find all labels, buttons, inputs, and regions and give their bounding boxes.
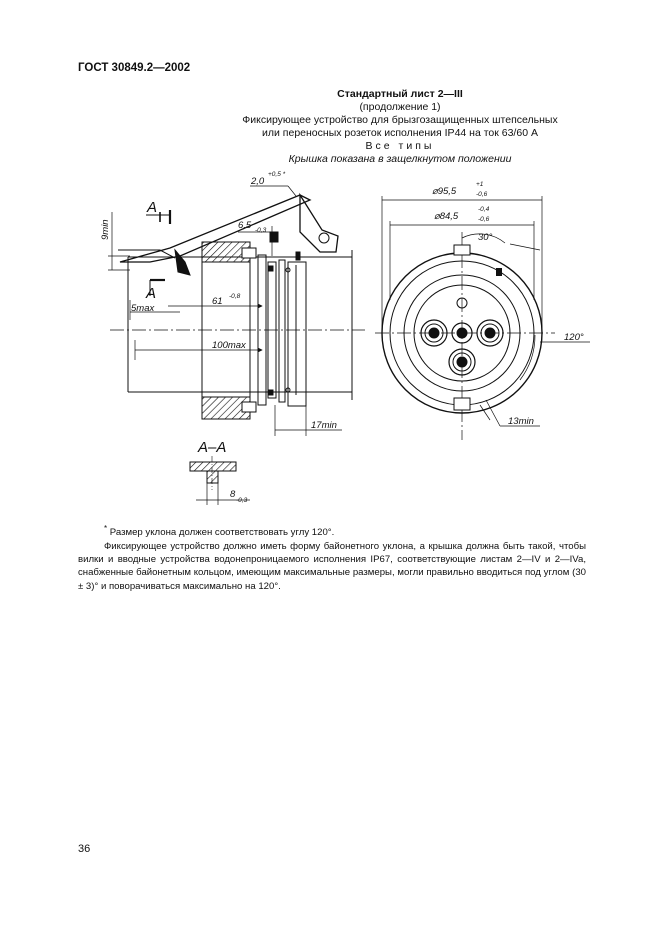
footnote-text: Размер уклона должен соответствовать углу 120°. <box>109 527 335 539</box>
dim-61: 61 <box>212 296 223 307</box>
section-letter-a-upper: A <box>147 199 158 216</box>
dim-84-5: ⌀84,5 <box>434 211 459 222</box>
sheet-title: Стандартный лист 2—III <box>337 88 463 100</box>
dim-84-5-tol-up: -0,4 <box>478 206 490 213</box>
dim-8: 8 <box>230 489 236 500</box>
section-letter-a-lower: A <box>146 285 157 302</box>
body-paragraph: Фиксирующее устройство должно иметь форму байонетного уклона, а крышка должна быть такой, чтобы вилки и вводные устройства водонепроницаемого исполнения IP67, соответствующие листам 2—IV и 2—IVa, снабженные байонетным кольцом, имеющим максимальные размеры, могли правильно вводиться под углом (30 ± 3)° и поворачиваться максимально на 120°. <box>78 540 586 592</box>
section-a-a-title: A–A <box>198 439 227 456</box>
dim-95-5: ⌀95,5 <box>432 186 457 197</box>
dim-84-5-tol-down: -0,6 <box>478 216 490 223</box>
dim-6-5: 6,5 <box>238 220 252 231</box>
document-id: ГОСТ 30849.2—2002 <box>78 62 191 74</box>
dim-8-tolerance: -0,3 <box>236 497 248 504</box>
page-number: 36 <box>78 843 91 855</box>
dim-95-5-tol-down: -0,6 <box>476 191 488 198</box>
front-dimensions <box>382 196 590 426</box>
footnote-mark: * <box>104 524 108 533</box>
dim-2-0-tolerance: +0,5 * <box>268 171 286 178</box>
dim-120-deg: 120° <box>564 332 584 343</box>
dim-30-deg: 30° <box>478 232 493 243</box>
types-label: Все типы <box>365 140 435 152</box>
notes-block <box>78 522 586 593</box>
dim-17min: 17min <box>311 420 337 431</box>
section-mark-lower <box>145 280 165 302</box>
description-line-2: или переносных розеток исполнения IP44 на ток 63/60 А <box>262 127 538 139</box>
dim-2-0: 2,0 <box>251 176 265 187</box>
dim-61-tolerance: -0,8 <box>229 293 241 300</box>
dim-6-5-tolerance: -0,3 <box>255 227 267 234</box>
continuation-note: (продолжение 1) <box>359 101 441 113</box>
dim-13min: 13min <box>508 416 534 427</box>
technical-drawing <box>0 150 661 520</box>
front-view <box>375 232 555 440</box>
section-mark-upper <box>146 199 170 224</box>
dim-95-5-tol-up: +1 <box>476 181 484 188</box>
dim-100max: 100max <box>212 340 246 351</box>
dim-9min: 9min <box>100 219 111 240</box>
footnote <box>78 522 586 540</box>
drawing-caption: Крышка показана в защелкнутом положении <box>288 153 512 165</box>
dim-5max: 5max <box>131 303 155 314</box>
description-line-1: Фиксирующее устройство для брызгозащищенных штепсельных <box>242 114 558 126</box>
